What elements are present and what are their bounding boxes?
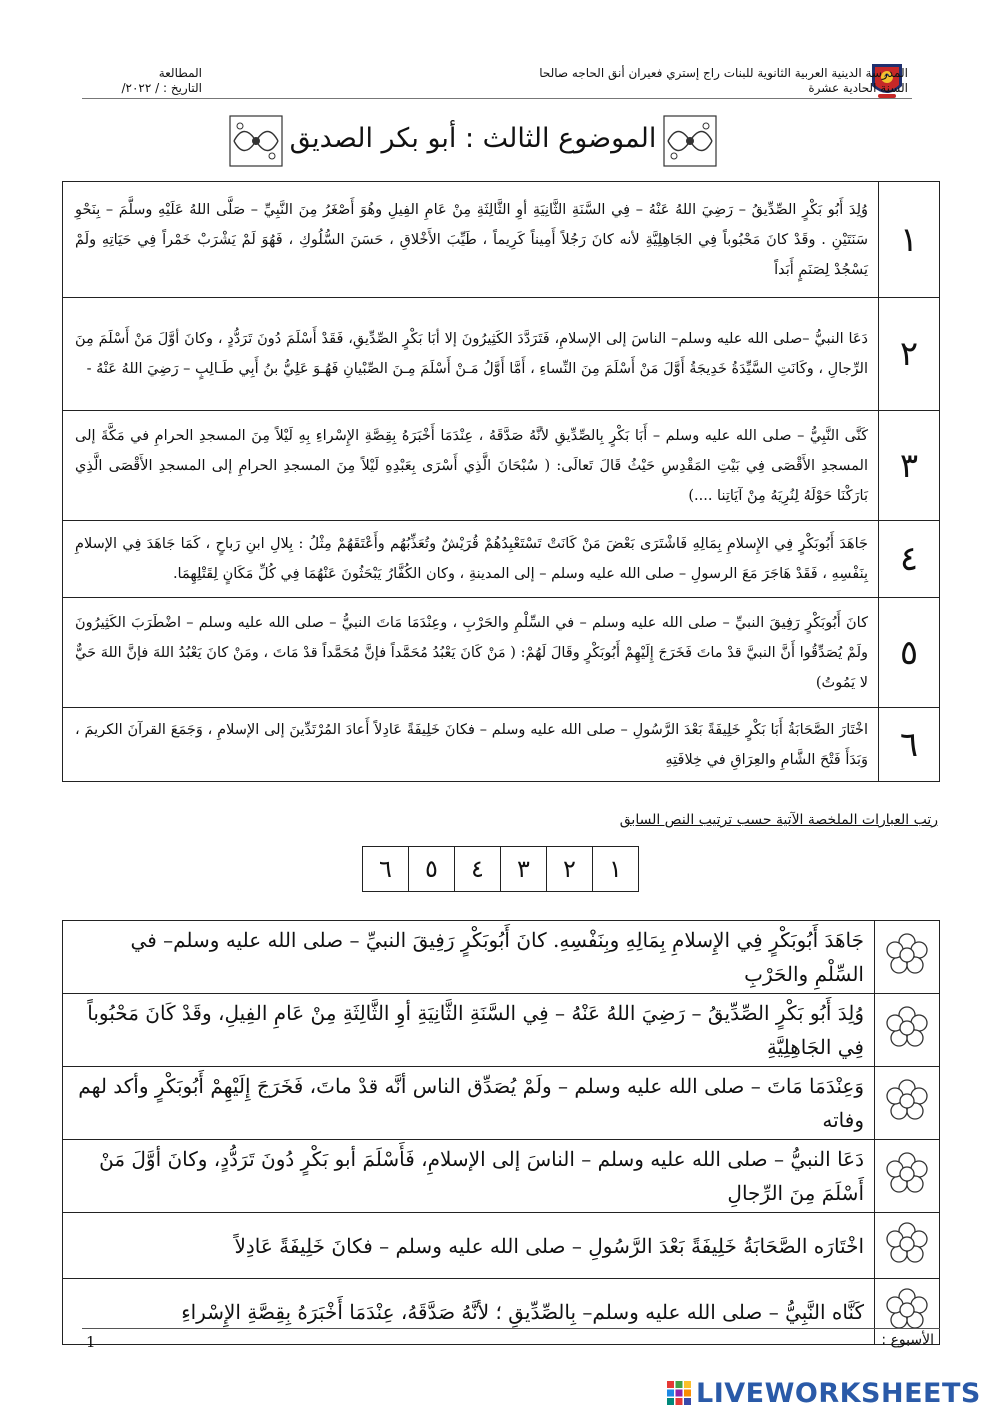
passage-row (63, 708, 940, 782)
school-name: المدرسة الدينية العربية الثانوية للبنات راج إستري فعيران أنق الحاجه صالحا (539, 66, 908, 80)
grade-level: السنة الحادية عشرة (808, 81, 908, 95)
summary-text: جَاهَدَ أَبُوبَكْرٍ فِي الإِسلامِ بِمَالِهِ وبِنَفْسِهِ. كانَ أَبُوبَكْرٍ رَفِيقَ النبيِّ – صلى الله عليه وسلم– في السِّلْمِ والحَرْبِ (63, 921, 875, 994)
summary-text: كَنَّاه النَّبِيُّ – صلى الله عليه وسلم– بِالصِّدِّيقِ ؛ لأنَّهُ صَدَّقَهُ، عِنْدَمَا أَخْبَرَهُ بِقِصَّةِ الإِسْراءِ (63, 1279, 875, 1345)
answer-drop-slot[interactable] (875, 994, 940, 1067)
order-number: ١ (592, 847, 638, 891)
lesson-title-banner (228, 112, 718, 170)
flower-icon (884, 1078, 930, 1124)
flower-icon (884, 932, 930, 978)
passage-row (63, 182, 940, 298)
paragraph-text: وُلِدَ أَبُو بَكْرٍ الصِّدِّيقُ – رَضِيَ اللهُ عَنْهُ – فِي السَّنَةِ الثَّانِيَةِ أوِ الثَّالِثَةِ مِنْ عَامِ الفِيلِ وهُوَ أَصْغَرُ مِنَ النَّبِيِّ – صَلَّى اللهُ عَلَيْهِ وسلَّمَ – بِنَحْوِ سَنَتَيْنِ . وقَدْ كانَ مَحْبُوباً فِي الجَاهِلِيَّةِ لأنه كانَ رَجُلاً أَمِيناً كَرِيماً ، طَيِّبَ الأَخْلاقِ ، حَسَنَ السُّلُوكِ ، فَهُوَ لَمْ يَشْرَبْ خَمْراً فِي حَيَاتِهِ ولَمْ يَسْجُدْ لِصَنَمٍ أَبَداً (63, 182, 879, 298)
paragraph-number: ٣ (879, 411, 940, 521)
order-number: ٦ (379, 855, 392, 883)
passage-row (63, 521, 940, 598)
summary-text: دَعَا النبيُّ – صلى الله عليه وسلم – الناسَ إلى الإسلامِ، فَأَسْلَمَ أبو بَكْرٍ دُونَ تَرَدُّدٍ، وكانَ أوَّلَ مَنْ أَسْلَمَ مِنَ الرِّجالِ (63, 1140, 875, 1213)
paragraph-number: ١ (879, 182, 940, 298)
footer-divider (82, 1328, 940, 1329)
summary-row (63, 1213, 940, 1279)
right-ornament-icon (662, 114, 718, 168)
flower-icon (884, 1005, 930, 1051)
passage-table (62, 181, 940, 782)
paragraph-number: ٢ (879, 298, 940, 411)
liveworksheets-logo-icon (666, 1380, 692, 1406)
summary-row (63, 994, 940, 1067)
summary-row (63, 1067, 940, 1140)
answer-drop-slot[interactable] (875, 921, 940, 994)
summary-row (63, 921, 940, 994)
summary-row (63, 1279, 940, 1345)
school-header (488, 66, 908, 96)
lesson-title: الموضوع الثالث : أبو بكر الصديق (289, 123, 657, 154)
week-label: الأسبوع : (881, 1332, 934, 1348)
page-number: 1 (86, 1333, 96, 1351)
order-number: ٥ (408, 847, 454, 891)
passage-row (63, 298, 940, 411)
date-field: التاريخ : / ٢٠٢٢/ (121, 81, 202, 95)
subject-header (82, 66, 202, 96)
summary-text: وَعِنْدَمَا مَاتَ – صلى الله عليه وسلم – ولَمْ يُصَدِّق الناس أنَّه قدْ ماتَ، فَخَرَجَ إِلَيْهِمْ أَبُوبَكْرٍ وأكد لهم وفاته (63, 1067, 875, 1140)
paragraph-number: ٦ (879, 708, 940, 782)
passage-row (63, 598, 940, 708)
order-number: ٢ (546, 847, 592, 891)
paragraph-text: جَاهَدَ أَبُوبَكْرٍ فِي الإِسلامِ بِمَالِهِ فَاشْتَرَى بَعْضَ مَنْ كَانَتْ تَسْتَعْبِدُهُمْ قُرَيْشٌ وتُعَذِّبُهُم وأَعْتَقَهُمْ مِثْلُ : بِلالِ ابنِ رَباحٍ ، كَمَا جَاهَدَ فِي الإسلامِ بِنَفْسِهِ ، فَقَدْ هَاجَرَ مَعَ الرسولِ – صلى الله عليه وسلم – إلى المدينةِ ، وكان الكُفَّارُ يَبْحَثُونَ عَنْهُمَا فِي كُلِّ مَكَانٍ لِقَتْلِهِمَا. (63, 521, 879, 598)
ordering-instruction: رتب العبارات الملخصة الآتية حسب ترتيب النص السابق (619, 812, 938, 828)
passage-row (63, 411, 940, 521)
paragraph-number: ٥ (879, 598, 940, 708)
order-number: ٤ (454, 847, 500, 891)
paragraph-text: كَنَّى النَّبِيُّ – صلى الله عليه وسلم – أَبَا بَكْرٍ بِالصِّدِّيقِ لأنَّهُ صَدَّقَهُ ، عِنْدَمَا أَخْبَرَهُ بِقِصَّةِ الإِسْراءِ بِهِ لَيْلاً مِنَ المسجدِ الحرامِ في مَكَّةَ إلى المسجدِ الأَقْصَى فِي بَيْتِ المَقْدِسِ حَيْثُ قَالَ تَعالَى: ( سُبْحَانَ الَّذِي أَسْرَى بِعَبْدِهِ لَيْلاً مِنَ المسجدِ الحرامِ إلى المسجدِ الأَقْصَى الَّذِي بَارَكْنَا حَوْلَهُ لِنُرِيَهُ مِنْ آيَاتِنا ....) (63, 411, 879, 521)
flower-icon (884, 1151, 930, 1197)
answer-drop-slot[interactable] (875, 1213, 940, 1279)
liveworksheets-brand[interactable] (666, 1378, 996, 1408)
paragraph-text: دَعَا النبيُّ –صلى الله عليه وسلم– الناسَ إلى الإسلامِ، فَتَرَدَّدَ الكَثِيرُونَ إلا أبَا بَكْرٍ الصِّدِّيقِ، فَقَدْ أَسْلَمَ دُونَ تَرَدُّدٍ ، وكانَ أوَّلَ مَنْ أَسْلَمَ مِنَ الرِّجالِ ، وكَانَتِ السَّيِّدَةُ خَدِيجَةُ أَوَّلَ مَنْ أَسْلَمَ مِنَ النِّساءِ ، أَمَّا أَوَّلُ مَـنْ أَسْلَمَ مِـنَ الصِّبْيانِ فَهُـوَ عَلِيُّ بنُ أَبِي طَـالِبٍ – رَضِيَ اللهُ عَنْهُ - (63, 298, 879, 411)
answer-drop-slot[interactable] (875, 1140, 940, 1213)
paragraph-text: كانَ أَبُوبَكْرٍ رَفِيقَ النبيِّ – صلى الله عليه وسلم – في السِّلْمِ والحَرْبِ ، وعِنْدَمَا مَاتَ النبيُّ – صلى الله عليه وسلم – اضْطَرَبَ الكَثِيرُونَ ولَمْ يُصَدِّقُوا أَنَّ النبيَّ قدْ ماتَ فَخَرَجَ إِلَيْهِمْ أَبُوبَكْرٍ وقَالَ لَهُمْ: ( مَنْ كَانَ يَعْبُدُ مُحَمَّداً فإنَّ مُحَمَّداً قدْ مَاتَ ، ومَنْ كانَ يَعْبُدُ اللهَ فإنَّ اللهَ حَيٌّ لا يَمُوتُ) (63, 598, 879, 708)
answer-drop-slot[interactable] (875, 1067, 940, 1140)
flower-icon (884, 1221, 930, 1267)
summary-row (63, 1140, 940, 1213)
order-number: ٣ (500, 847, 546, 891)
summary-text: وُلِدَ أَبُو بَكْرٍ الصِّدِّيقُ – رَضِيَ اللهُ عَنْهُ – فِي السَّنَةِ الثَّانِيَةِ أوِ الثَّالِثَةِ مِنْ عَامِ الفِيلِ، وقَدْ كَانَ مَحْبُوباً فِي الجَاهِلِيَّةِ (63, 994, 875, 1067)
brand-name: LIVEWORKSHEETS (696, 1377, 981, 1409)
summary-table (62, 920, 940, 1345)
header-divider (82, 98, 912, 99)
flower-icon (884, 1287, 930, 1333)
paragraph-text: اخْتَارَ الصَّحَابَةُ أَبَا بَكْرٍ خَلِيفَةً بَعْدَ الرَّسُولِ – صلى الله عليه وسلم – فكانَ خَلِيفَةً عَادِلاً أَعادَ المُرْتَدِّينَ إلى الإسلامِ ، وَجَمَعَ القرآنَ الكريمَ ، وَبَدَأَ فَتْحَ الشَّامِ والعِرَاقِ في خِلافَتِهِ (63, 708, 879, 782)
order-number-strip (362, 846, 639, 892)
paragraph-number: ٤ (879, 521, 940, 598)
subject-name: المطالعة (158, 66, 202, 80)
summary-text: اخْتَارَه الصَّحَابَةُ خَلِيفَةً بَعْدَ الرَّسُولِ – صلى الله عليه وسلم – فكانَ خَلِيفَةً عَادِلاً (63, 1213, 875, 1279)
